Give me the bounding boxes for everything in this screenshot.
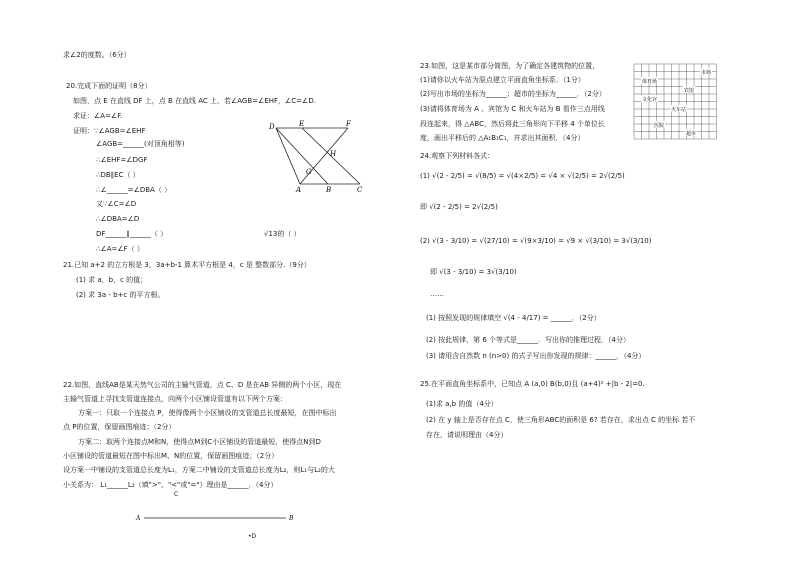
q22-plan3-b: 小关系为： L₁______L₂（填">"、"<"或"="）理由是______．（4分） bbox=[63, 481, 278, 489]
q24-part3: (3) 请用含自然数 n (n>0) 的式子写出你发现的规律：______．（4分） bbox=[426, 352, 646, 360]
q20-step7: DF______∥______（ ） bbox=[96, 230, 168, 238]
pipeline-label-a: A bbox=[136, 515, 141, 522]
q24-part2: (2) 按此规律，第 6 个等式是______．写出你的推理过程．（4分） bbox=[426, 336, 630, 344]
q20-step1: ∠AGB=______(对顶角相等) bbox=[96, 140, 185, 148]
q24-part1: (1) 按照发现的规律填空 √(4 - 4/17) = ______．（2分） bbox=[426, 314, 601, 322]
q23-line-2: (1)请你以火车站为原点建立平面直角坐标系．（1分） bbox=[420, 76, 585, 84]
fig-label-e: E bbox=[299, 120, 305, 128]
q24-example-1: (1) √(2 - 2/5) = √(8/5) = √(4×2/5) = √4 × √(2/5) = 2√(2/5) bbox=[420, 172, 625, 180]
q20-step4: ∴∠______=∠DBA（ ） bbox=[96, 186, 172, 194]
q22-plan1-b: 点 P的位置，保留画图痕迹；（2分） bbox=[63, 423, 176, 431]
q20-proof-lead: 证明：∵∠AGB=∠EHF bbox=[73, 127, 146, 135]
q22-label-d: •D bbox=[248, 533, 257, 540]
q23-line-1: 23.如图，这是某市部分简图，为了确定各建筑物的位置， bbox=[420, 62, 600, 70]
q25-part2: (2) 在 y 轴上是否存在点 C，使三角形ABC的面积是 6? 若存在，求出点 C 的坐标 若不 bbox=[426, 416, 696, 424]
q21-part1: (1) 求 a，b，c 的值； bbox=[76, 276, 148, 284]
line-da bbox=[276, 128, 300, 184]
q23-line-4: (3)请将体育场为 A 、宾馆为 C 和火车站为 B 看作三点用线 bbox=[420, 105, 605, 113]
grid-label-hospital: 医院 bbox=[654, 123, 665, 129]
fig-label-a: A bbox=[296, 186, 302, 194]
q22-plan2-a: 方案二：取两个连接点M和N，使得点M到C小区铺设的管道最短，使得点N到D bbox=[78, 438, 321, 446]
q24-example-2-result: 即 √(3 - 3/10) = 3√(3/10) bbox=[430, 268, 517, 276]
q20-step5: 又∵∠C=∠D bbox=[96, 200, 137, 208]
fig-label-h: H bbox=[330, 150, 337, 158]
q20-step6: ∴∠DBA=∠D bbox=[96, 215, 140, 223]
fig-label-f: F bbox=[346, 120, 351, 128]
q25-part1: (1)求 a,b 的值（4分） bbox=[426, 400, 498, 408]
q22-plan1-a: 方案一：只取一个连接点 P，使得像两个小区铺设的支管道总长度最短，在图中标出 bbox=[78, 409, 337, 417]
grid-label-railway-station: 火车站 bbox=[671, 107, 687, 113]
fig-label-c: C bbox=[357, 186, 363, 194]
grid-label-supermarket: 超市 bbox=[686, 131, 697, 137]
q22-stem-1: 22.如图，直线AB是某天然气公司的主输气管道，点 C、D 是在AB 异侧的两个小区，现在 bbox=[63, 381, 342, 389]
fig-label-b: B bbox=[326, 186, 332, 194]
q20-step3: ∴DB∥EC（ ） bbox=[96, 171, 140, 179]
q20-ask: 求证：∠A=∠F. bbox=[73, 112, 123, 120]
pipeline-label-b: B bbox=[289, 515, 294, 522]
q24-example-1-result: 即 √(2 - 2/5) = 2√(2/5) bbox=[420, 203, 498, 211]
q20-title: 20.完成下面的证明（8分） bbox=[66, 82, 152, 90]
q22-plan2-b: 小区铺设的管道最短在图中标出M、N的位置，保留画图痕迹；（2分） bbox=[63, 452, 279, 460]
q24-example-2: (2) √(3 - 3/10) = √(27/10) = √(9×3/10) = √9 × √(3/10) = 3√(3/10) bbox=[420, 237, 652, 245]
grid-label-culture-palace: 文化宫 bbox=[642, 97, 658, 103]
line-db bbox=[276, 128, 328, 184]
prev-question-tail: 求∠2的度数。（6分） bbox=[63, 51, 131, 59]
q22-pipeline-figure bbox=[136, 510, 306, 530]
q20-step8: ∴∠A=∠F（ ） bbox=[96, 245, 144, 253]
q20-sqrt-note: √13的（ ） bbox=[264, 230, 301, 238]
q23-city-grid bbox=[634, 64, 724, 148]
fig-label-g: G bbox=[306, 168, 312, 176]
q20-stem: 如图，点 E 在直线 DF 上，点 B 在直线 AC 上，若∠AGB=∠EHF，∠C=∠D. bbox=[73, 97, 316, 105]
q20-geometry-figure bbox=[268, 122, 368, 192]
grid-label-stadium: 体育场 bbox=[642, 79, 658, 85]
q22-stem-2: 主输气管道上寻找支管道连接点，向两个小区铺设管道有以下两个方案： bbox=[63, 395, 287, 403]
q20-step2: ∴∠EHF=∠DGF bbox=[96, 156, 148, 164]
q23-line-6: 度，画出平移后的 △A₁B₁C₁，并求出其面积．（4分） bbox=[420, 134, 585, 142]
q23-line-3: (2)写出市场的坐标为______；超市的坐标为______．（2分） bbox=[420, 90, 606, 98]
q23-line-5: 段连起来，得 △ABC，然后将此三角形向下平移 4 个单位长 bbox=[420, 120, 605, 128]
fig-label-d: D bbox=[269, 123, 275, 131]
q24-ellipsis: …… bbox=[430, 290, 444, 298]
q21-part2: (2) 求 3a - b+c 的平方根。 bbox=[76, 291, 165, 299]
grid-label-market: 市场 bbox=[701, 70, 712, 76]
q25-part3: 存在，请说明理由（4分） bbox=[426, 431, 508, 439]
q22-label-c: C bbox=[174, 491, 179, 498]
q24-title: 24.观察下列材料各式： bbox=[420, 152, 495, 160]
grid-label-hotel: 宾馆 bbox=[684, 88, 695, 94]
q25-stem: 25.在平面直角坐标系中，已知点 A (a,0) B(b,0)且 (a+4)² +|b - 2|=0. bbox=[420, 380, 645, 388]
q21-stem: 21.已知 a+2 的立方根是 3，3a+b-1 算术平方根是 4，c 是 整数部分.（9分） bbox=[63, 261, 311, 269]
q22-plan3-a: 设方案一中铺设的支管道总长度为L₁，方案二中铺设的支管道总长度为L₂，则L₁与L₂的大 bbox=[63, 466, 335, 474]
